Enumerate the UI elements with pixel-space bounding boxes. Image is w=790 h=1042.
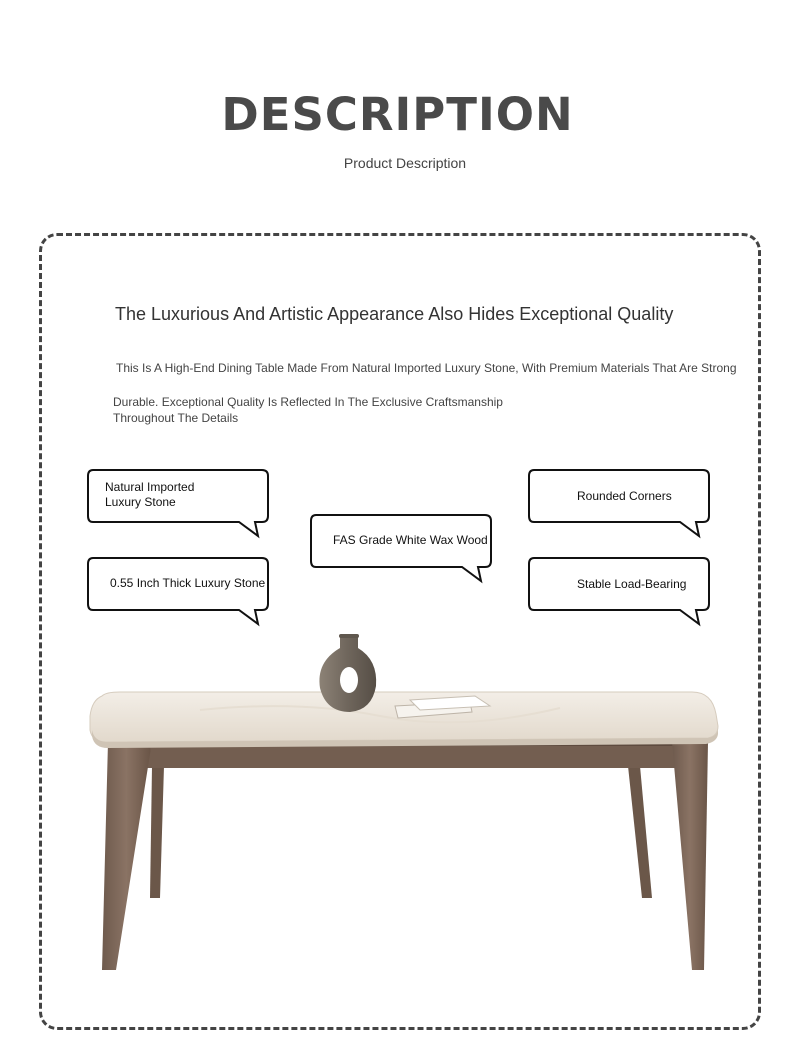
callout-thick-stone — [87, 557, 269, 627]
callout-load-bearing — [528, 557, 710, 627]
dining-table-image — [80, 630, 730, 980]
callout-rounded-corners-label: Rounded Corners — [577, 489, 672, 503]
speech-bubble-icon — [528, 557, 710, 627]
speech-bubble-icon — [528, 469, 710, 539]
speech-bubble-icon — [310, 514, 492, 584]
page-subheading: Product Description — [343, 155, 467, 171]
callout-natural-stone-line2: Luxury Stone — [105, 495, 176, 509]
callout-natural-stone — [87, 469, 269, 539]
callout-thick-stone-label: 0.55 Inch Thick Luxury Stone — [110, 576, 266, 590]
callout-wax-wood-label: FAS Grade White Wax Wood — [333, 533, 488, 547]
description-paragraph-line2: Durable. Exceptional Quality Is Reflected In The Exclusive Craftsmanship — [113, 395, 503, 409]
description-paragraph-line1: This Is A High-End Dining Table Made From Natural Imported Luxury Stone, With Premium Materials That Are Strong — [116, 361, 737, 375]
description-paragraph-line3: Throughout The Details — [113, 411, 239, 425]
callout-rounded-corners — [528, 469, 710, 539]
callout-wax-wood — [310, 514, 492, 584]
description-paragraph-rest — [113, 394, 573, 426]
speech-bubble-icon — [87, 557, 269, 627]
callout-load-bearing-label: Stable Load-Bearing — [577, 577, 687, 591]
callout-natural-stone-line1: Natural Imported — [105, 480, 195, 494]
description-headline: The Luxurious And Artistic Appearance Also Hides Exceptional Quality — [115, 304, 674, 324]
page-heading: DESCRIPTION — [221, 88, 574, 141]
